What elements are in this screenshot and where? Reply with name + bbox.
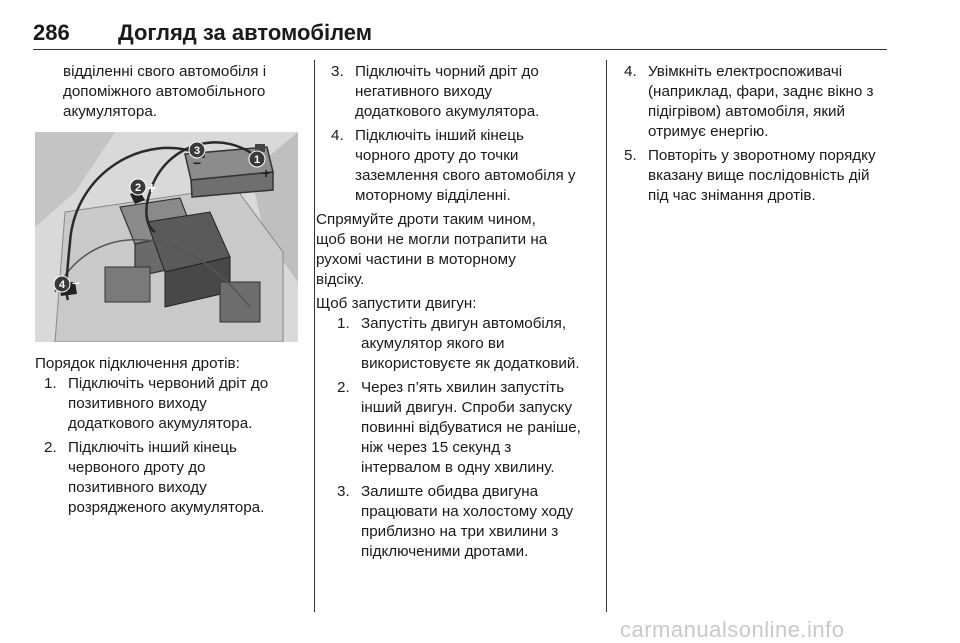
step-item [44, 374, 310, 434]
step-line: вказану вище послідовність дій [648, 167, 870, 184]
col3-content [624, 62, 894, 206]
paragraph-line: рухомі частини в моторному [316, 251, 516, 268]
paragraph-line: Спрямуйте дроти таким чином, [316, 211, 536, 228]
minus-sign-1: − [193, 155, 202, 171]
step-line: використовуєте як додатковий. [361, 355, 580, 372]
step-line: Залиште обидва двигуна [361, 483, 539, 500]
step-line: ніж через 15 секунд з [361, 439, 512, 456]
plus-sign-2: + [147, 180, 157, 197]
step-line: підключеними дротами. [361, 543, 529, 560]
step-line: (наприклад, фари, заднє вікно з [648, 83, 874, 100]
step-line: Повторіть у зворотному порядку [648, 147, 876, 164]
step-line: акумулятор якого ви [361, 335, 505, 352]
step-item [337, 314, 603, 374]
step-item [337, 378, 603, 478]
step-number: 2. [337, 379, 350, 396]
step-line: отримує енергію. [648, 123, 769, 140]
step-number: 2. [44, 439, 57, 456]
page-header [33, 20, 887, 50]
callout-2-label: 2 [134, 182, 142, 194]
step-item [331, 62, 603, 122]
callout-1-label: 1 [253, 154, 261, 166]
step-line: моторному відділенні. [355, 187, 511, 204]
minus-sign-2: − [72, 275, 81, 291]
column-divider-2 [606, 60, 607, 612]
step-line: інший двигун. Спроби запуску [361, 399, 573, 416]
intro-line: відділенні свого автомобіля і [63, 63, 267, 80]
jump-start-figure [35, 132, 298, 342]
step-line: Підключіть чорний дріт до [355, 63, 539, 80]
step-item [44, 438, 310, 518]
step-item [337, 482, 603, 562]
step-item [624, 146, 894, 206]
page-title: Догляд за автомобілем [118, 20, 373, 45]
step-line: повинні відбуватися не раніше, [361, 419, 581, 436]
step-line: Через п’ять хвилин запустіть [361, 379, 565, 396]
callout-4 [54, 276, 70, 292]
cable-routing-paragraph [316, 210, 603, 314]
final-steps [624, 62, 894, 206]
step-line: Запустіть двигун автомобіля, [361, 315, 567, 332]
col1-steps [35, 354, 310, 518]
column-divider-1 [314, 60, 315, 612]
step-line: позитивного виходу [68, 395, 207, 412]
step-line: приблизно на три хвилини з [361, 523, 559, 540]
step-line: розрядженого акумулятора. [68, 499, 265, 516]
step-line: негативного виходу [355, 83, 492, 100]
step-item [624, 62, 894, 142]
start-engine-lead: Щоб запустити двигун: [316, 295, 477, 312]
callout-4-label: 4 [58, 279, 66, 291]
step-line: позитивного виходу [68, 479, 207, 496]
step-line: працювати на холостому ходу [361, 503, 574, 520]
intro-line: акумулятора. [63, 103, 157, 120]
step-line: Підключіть червоний дріт до [68, 375, 269, 392]
header-rule [33, 49, 887, 50]
step-line: Увімкніть електроспоживачі [648, 63, 843, 80]
connection-steps-continued [331, 62, 603, 206]
step-number: 3. [331, 63, 344, 80]
callout-2 [130, 179, 146, 195]
step-line: підігрівом) автомобіля, який [648, 103, 845, 120]
step-line: червоного дроту до [68, 459, 206, 476]
step-line: заземлення свого автомобіля у [355, 167, 576, 184]
step-line: інтервалом в одну хвилину. [361, 459, 555, 476]
engine-bay-illustration [35, 132, 298, 342]
step-number: 1. [337, 315, 350, 332]
connection-steps [44, 374, 310, 518]
step-number: 1. [44, 375, 57, 392]
start-engine-steps [337, 314, 603, 562]
col1-intro [63, 62, 308, 122]
connection-order-lead: Порядок підключення дротів: [35, 355, 240, 372]
col2-content [316, 62, 603, 562]
step-line: Підключіть інший кінець [355, 127, 524, 144]
step-line: під час знімання дротів. [648, 187, 816, 204]
paragraph-line: щоб вони не могли потрапити на [316, 231, 548, 248]
step-number: 5. [624, 147, 637, 164]
step-line: Підключіть інший кінець [68, 439, 237, 456]
plus-sign-1: + [262, 165, 271, 181]
step-number: 4. [624, 63, 637, 80]
intro-line: допоміжного автомобільного [63, 83, 266, 100]
watermark: carmanualsonline.info [620, 617, 845, 642]
paragraph-line: відсіку. [316, 271, 365, 288]
step-number: 4. [331, 127, 344, 144]
callout-3-label: 3 [193, 145, 201, 157]
step-item [331, 126, 603, 206]
page-number: 286 [33, 20, 70, 45]
step-line: чорного дроту до точки [355, 147, 519, 164]
step-number: 3. [337, 483, 350, 500]
step-line: додаткового акумулятора. [68, 415, 253, 432]
step-line: додаткового акумулятора. [355, 103, 540, 120]
